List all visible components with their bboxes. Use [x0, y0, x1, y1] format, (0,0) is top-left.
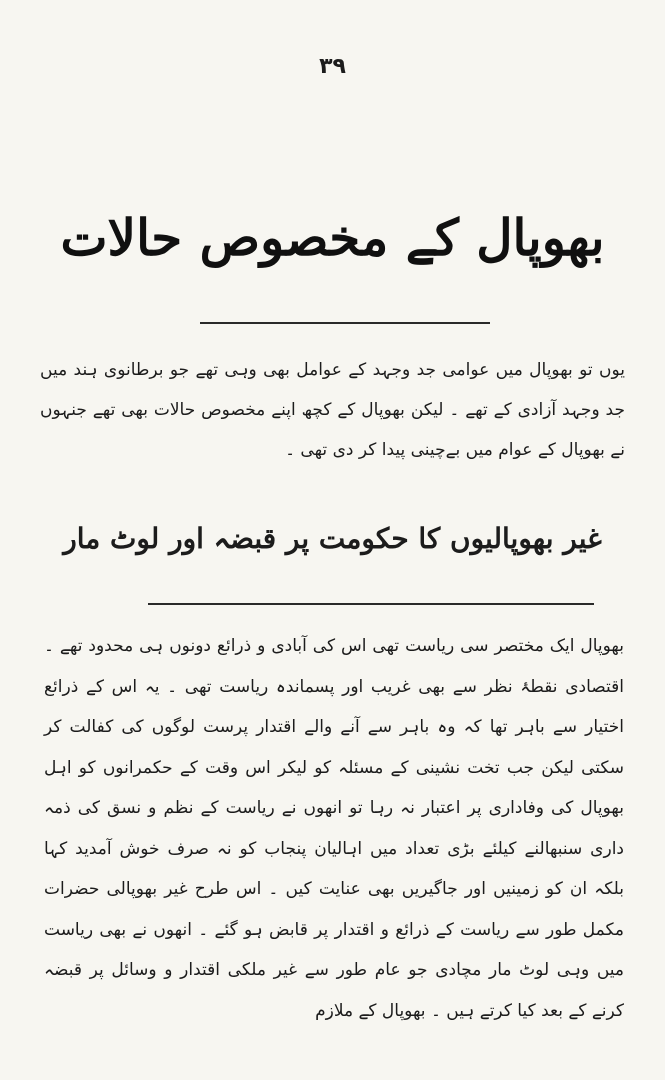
page-number: ۳۹ — [319, 54, 346, 79]
section-heading: غیر بھوپالیوں کا حکومت پر قبضہ اور لوٹ مار — [63, 522, 602, 555]
chapter-title: بھوپال کے مخصوص حالات — [60, 208, 605, 267]
title-underline — [200, 322, 490, 324]
section-underline — [148, 603, 594, 605]
body-paragraph: بھوپال ایک مختصر سی ریاست تھی اس کی آبادی و ذرائع دونوں ہی محدود تھے ۔ اقتصادی نقطۂ نظر سے بھی غریب اور پسماندہ ریاست تھی ۔ یہ اس کے ذرائع اختیار سے باہر تھا کہ وہ باہر سے آنے والے اقتدار پرست لوگوں کی کفالت کر سکتی لیکن جب تخت نشینی کے مسئلہ کو لیکر اس وقت کے حکمرانوں کو اہل بھوپال کی وفاداری پر اعتبار نہ رہا تو انھوں نے ریاست کے نظم و نسق کی ذمہ داری سنبھالنے کیلئے بڑی تعداد میں اہالیان پنجاب کو نہ صرف خوش آمدید کہا بلکہ ان کو زمینیں اور جاگیریں بھی عنایت کیں ۔ اس طرح غیر بھوپالی حضرات مکمل طور سے ریاست کے ذرائع و اقتدار پر قابض ہو گئے ۔ انھوں نے بھی ریاست میں وہی لوٹ مار مچادی جو عام طور سے غیر ملکی اقتدار و وسائل پر قبضہ کرنے کے بعد کیا کرتے ہیں ۔ بھوپال کے ملازم — [44, 636, 624, 1021]
intro-paragraph: یوں تو بھوپال میں عوامی جد وجہد کے عوامل بھی وہی تھے جو برطانوی ہند میں جد وجہد آزادی کے تھے ۔ لیکن بھوپال کے کچھ اپنے مخصوص حالات بھی تھے جنہوں نے بھوپال کے عوام میں بےچینی پیدا کر دی تھی ۔ — [40, 360, 625, 460]
